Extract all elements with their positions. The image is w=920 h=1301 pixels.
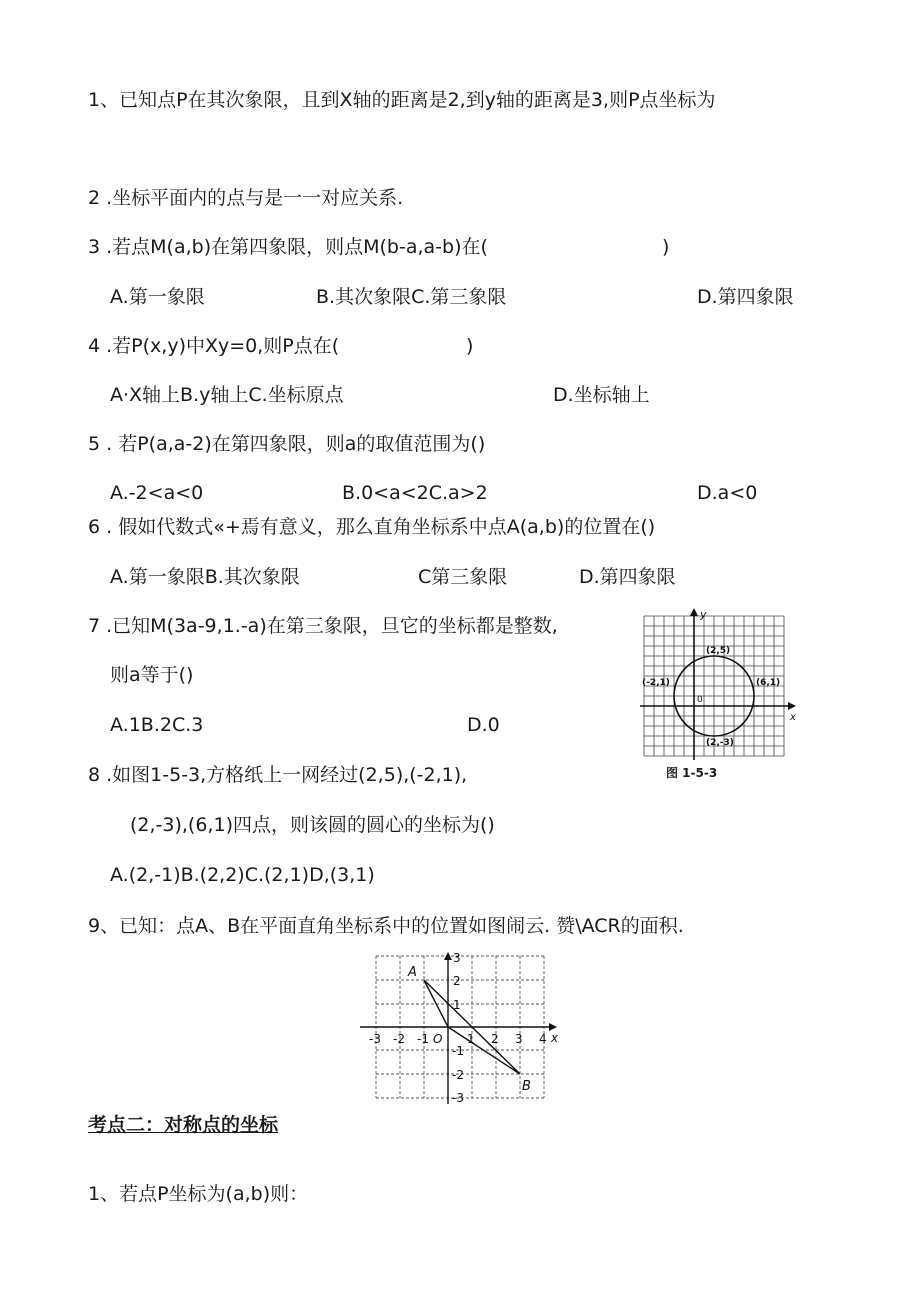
question-1: 1、已知点P在其次象限，且到X轴的距离是2,到y轴的距离是3,则P点坐标为 (88, 89, 716, 111)
fig9-point-a-label: A (408, 965, 417, 980)
fig153-y-label: y (700, 608, 707, 621)
fig9-y-tick: 3 (453, 951, 461, 965)
question-7-line-2: 则a等于() (110, 664, 194, 686)
q3-option-a: A.第一象限 (110, 286, 205, 308)
q5-option-bc: B.0<a<2C.a>2 (342, 482, 488, 504)
fig9-x-label: x (551, 1031, 559, 1045)
fig153-point-right-label: (6,1) (756, 678, 781, 688)
fig9-x-tick: -3 (369, 1032, 381, 1046)
q8-options: A.(2,-1)B.(2,2)C.(2,1)D,(3,1) (110, 864, 375, 886)
fig9-x-tick: 3 (515, 1032, 523, 1046)
q3-option-d: D.第四象限 (697, 286, 794, 308)
question-8-line-2: (2,-3),(6,1)四点，则该圆的圆心的坐标为() (130, 814, 495, 836)
q6-option-c: C第三象限 (418, 566, 508, 588)
figure-1-5-3 (636, 606, 804, 788)
fig9-y-tick: 2 (453, 974, 461, 988)
fig9-x-tick: -2 (393, 1032, 405, 1046)
question-9: 9、已知：点A、B在平面直角坐标系中的位置如图闹云. 赞\ACR的面积. (88, 915, 684, 937)
question-2: 2 .坐标平面内的点与是一一对应关系. (88, 187, 404, 209)
section2-question-1: 1、若点P坐标为(a,b)则： (88, 1183, 309, 1205)
fig9-origin-label: O (433, 1032, 443, 1046)
fig9-y-tick: -1 (452, 1044, 464, 1058)
section-title-symmetric-points: 考点二：对称点的坐标 (88, 1114, 279, 1136)
question-7: 7 .已知M(3a-9,1.-a)在第三象限，旦它的坐标都是整数, (88, 615, 558, 637)
q3-option-bc: B.其次象限C.第三象限 (316, 286, 507, 308)
fig9-point-b-label: B (522, 1079, 531, 1094)
fig9-x-tick: 4 (539, 1032, 547, 1046)
fig9-x-tick: 1 (467, 1032, 475, 1046)
fig153-point-bottom-label: (2,-3) (706, 738, 734, 748)
q6-option-d: D.第四象限 (579, 566, 676, 588)
fig9-x-arrow (549, 1023, 557, 1031)
fig153-point-left-label: (-2,1) (642, 678, 670, 688)
fig153-x-arrow (788, 702, 796, 710)
fig9-y-arrow (444, 952, 452, 960)
q7-option-d: D.0 (467, 714, 500, 736)
question-3-close-paren: ) (662, 236, 670, 258)
q7-option-abc: A.1B.2C.3 (110, 714, 204, 736)
figure-q9 (356, 950, 564, 1108)
fig153-caption: 图 1-5-3 (666, 766, 718, 780)
q5-option-a: A.-2<a<0 (110, 482, 204, 504)
fig153-origin-label: 0 (697, 695, 703, 705)
question-8: 8 .如图1-5-3,方格纸上一网经过(2,5),(-2,1), (88, 764, 468, 786)
question-4: 4 .若P(x,y)中Xy=0,则P点在( (88, 335, 340, 357)
question-6: 6 . 假如代数式«+焉有意义，那么直角坐标系中点A(a,b)的位置在() (88, 516, 656, 538)
fig9-y-tick: -2 (452, 1068, 464, 1082)
fig9-x-tick: -1 (417, 1032, 429, 1046)
fig9-y-tick: 1 (453, 998, 461, 1012)
fig153-y-arrow (690, 608, 698, 616)
q5-option-d: D.a<0 (697, 482, 758, 504)
q4-option-d: D.坐标轴上 (553, 384, 650, 406)
fig153-x-label: x (790, 712, 796, 723)
fig9-y-tick: -3 (452, 1091, 464, 1105)
question-5: 5 . 若P(a,a-2)在第四象限，则a的取值范围为() (88, 433, 486, 455)
question-3: 3 .若点M(a,b)在第四象限，则点M(b-a,a-b)在( (88, 236, 488, 258)
q6-option-ab: A.第一象限B.其次象限 (110, 566, 300, 588)
q4-option-abc: A·X轴上B.y轴上C.坐标原点 (110, 384, 344, 406)
fig153-point-top-label: (2,5) (706, 646, 731, 656)
fig9-x-tick: 2 (491, 1032, 499, 1046)
question-4-close-paren: ) (466, 335, 474, 357)
